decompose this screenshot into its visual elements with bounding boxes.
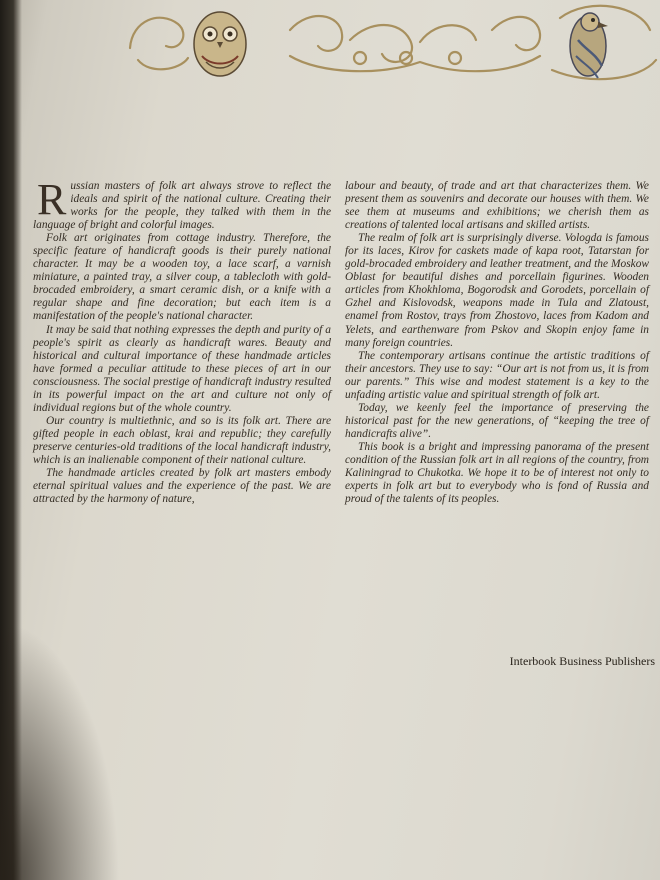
paragraph-7: The realm of folk art is surprisingly diverse. Vologda is famous for its laces, Kirov for caskets made of kapa root, Tatarstan for gold-brocaded embroidery and leather treatment, and the Moskow Oblast for beautiful dishes and porcellain figurines. Wooden articles from Khokhloma, Bogorodsk and Gorodets, porcellain of Gzhel and Kislovodsk, weapons made in Tula and Zlatoust, enamel from Rostov, trays from Zhostovo, laces from Kadom and Yelets, and earthenware from Pskov and Skopin enjoy fame in many foreign countries. [345, 232, 649, 349]
paragraph-3: It may be said that nothing expresses the depth and purity of a people's spirit as clearly as handicraft wares. Beauty and historical and cultural importance of these handmade articles have formed a peculiar attitude to these pieces of art in our consciousness. The social prestige of handicraft industry resulted in its powerful impact on the art and culture not only of individual regions but of the whole country. [33, 323, 331, 414]
paragraph-8: The contemporary artisans continue the artistic traditions of their ancestors. They use to say: “Our art is not from us, it is from our parents.” This wise and modest statement is a key to the unfading artistic value and spiritual strength of folk art. [345, 349, 649, 401]
paragraph-2: Folk art originates from cottage industry. Therefore, the specific feature of handicraft goods is their purely national character. It may be a wooden toy, a lace scarf, a varnish miniature, a painted tray, a silver coup, a tablecloth with gold-brocaded embroidery, a smart ceramic dish, or a knife with a regular shape and fine decoration; but each item is a manifestation of the people's national character. [33, 232, 331, 323]
floral-scroll-icon [130, 18, 183, 48]
paragraph-1-text: ussian masters of folk art always strove to reflect the ideals and spirit of the national culture. Creating their works for the people, they talked with them in the language of bright and colorful images. [33, 180, 331, 232]
paragraph-6: labour and beauty, of trade and art that characterizes them. We present them as souvenirs and decorate our houses with them. We see them at museums and exhibitions; we cherish them as creations of talented local artisans and skilled artists. [345, 180, 649, 232]
publisher-name: Interbook Business Publishers [509, 654, 655, 668]
paragraph-10: This book is a bright and impressing panorama of the present condition of the Russian folk art in all regions of the country, from Kaliningrad to Chukotka. We hope it to be of interest not only to experts in folk art but to everybody who is fond of Russia and proud of the talents of its peoples. [345, 440, 649, 506]
paragraph-1 [33, 175, 331, 232]
header-ornament [120, 0, 660, 90]
owl-icon [194, 12, 246, 76]
bird-icon [570, 13, 608, 78]
left-text-column [33, 175, 331, 506]
right-text-column [345, 180, 649, 506]
paragraph-9: Today, we keenly feel the importance of preserving the historical past for the new generations, of “keeping the tree of handicrafts alive”. [345, 401, 649, 440]
paragraph-5: The handmade articles created by folk art masters embody eternal spiritual values and the experience of the past. We are attracted by the harmony of nature, [33, 467, 331, 506]
corner-shadow [0, 620, 120, 880]
paragraph-4: Our country is multiethnic, and so is its folk art. There are gifted people in each oblast, krai and republic; they carefully preserve centuries-old traditions of the local handicraft industry, which is an inalienable component of their national culture. [33, 414, 331, 466]
drop-cap: R [37, 175, 67, 224]
